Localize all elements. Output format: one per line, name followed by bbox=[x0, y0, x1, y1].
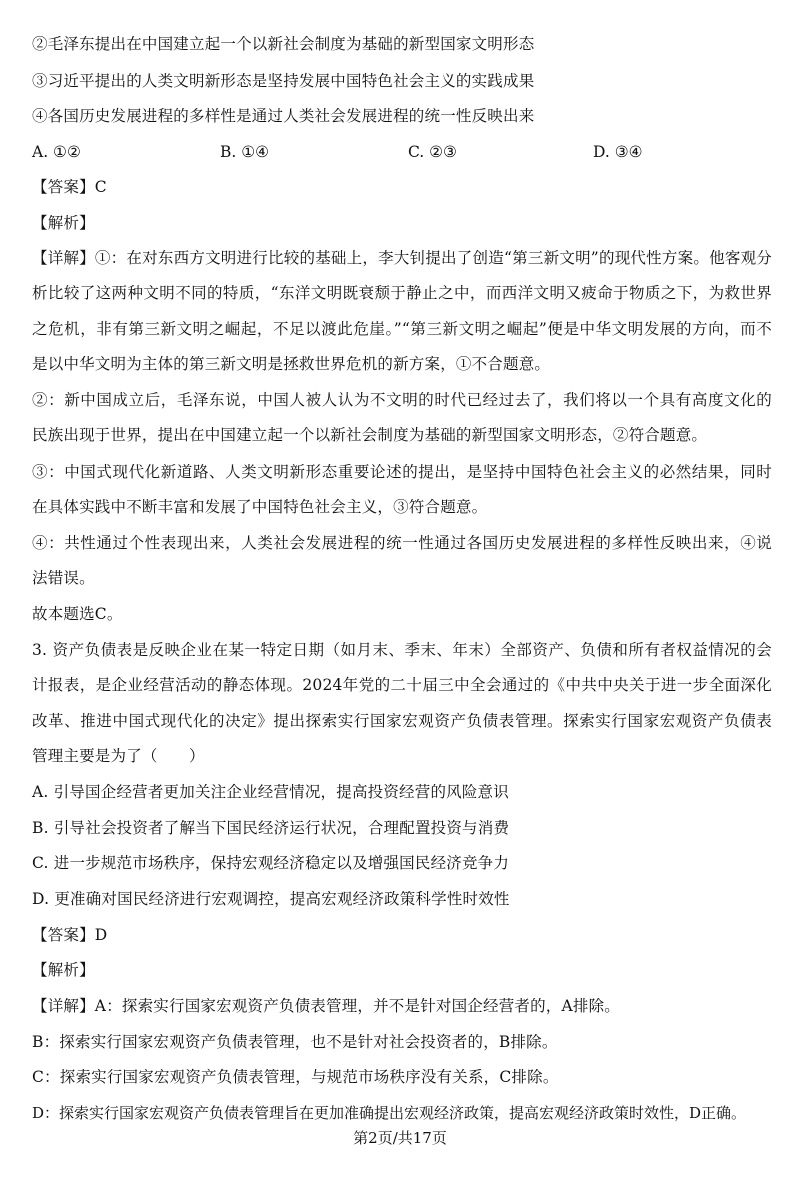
q2-analysis-heading: 【解析】 bbox=[32, 214, 95, 232]
q2-detail-3-line-2: 在具体实践中不断丰富和发展了中国特色社会主义，③符合题意。 bbox=[32, 498, 488, 516]
q3-stem-line-4: 管理主要是为了（ ） bbox=[32, 747, 205, 765]
q2-answer: 【答案】C bbox=[32, 178, 107, 196]
q2-detail-line-3: 之危机，非有第三新文明之崛起，不足以渡此危崖。”“第三新文明之崛起”便是中华文明发展的方向，而不 bbox=[32, 320, 772, 338]
q2-detail-2-line-2: 民族出现于世界，提出在中国建立起一个以新社会制度为基础的新型国家文明形态，②符合题意。 bbox=[32, 426, 708, 444]
q2-option-a: A. ①② bbox=[32, 143, 81, 161]
q2-statement-4: ④各国历史发展进程的多样性是通过人类社会发展进程的统一性反映出来 bbox=[32, 107, 535, 125]
q2-option-c: C. ②③ bbox=[408, 143, 457, 161]
page-footer: 第2页/共17页 bbox=[353, 1129, 447, 1147]
q2-option-d: D. ③④ bbox=[593, 143, 643, 161]
q2-detail-line-1: 【详解】①：在对东西方文明进行比较的基础上，李大钊提出了创造“第三新文明”的现代性方案。他客观分 bbox=[32, 249, 772, 267]
q3-detail-b: B：探索实行国家宏观资产负债表管理，也不是针对社会投资者的，B排除。 bbox=[32, 1033, 558, 1051]
q3-stem-line-3: 改革、推进中国式现代化的决定》提出探索实行国家宏观资产负债表管理。探索实行国家宏观资产负债表 bbox=[32, 712, 772, 730]
q2-detail-4-line-2: 法错误。 bbox=[32, 569, 95, 587]
q3-option-d: D. 更准确对国民经济进行宏观调控，提高宏观经济政策科学性时效性 bbox=[32, 890, 510, 908]
q2-conclusion: 故本题选C。 bbox=[32, 605, 123, 623]
q2-options bbox=[32, 141, 772, 163]
q3-stem-line-1: 3. 资产负债表是反映企业在某一特定日期（如月末、季末、年末）全部资产、负债和所有者权益情况的会 bbox=[32, 641, 772, 659]
q2-detail-line-2: 析比较了这两种文明不同的特质，“东洋文明既衰颓于静止之中，而西洋文明又疲命于物质之下，为救世界 bbox=[32, 284, 772, 302]
q3-option-b: B. 引导社会投资者了解当下国民经济运行状况，合理配置投资与消费 bbox=[32, 819, 510, 837]
q2-statement-2: ②毛泽东提出在中国建立起一个以新社会制度为基础的新型国家文明形态 bbox=[32, 35, 535, 53]
q2-detail-line-4: 是以中华文明为主体的第三新文明是拯救世界危机的新方案，①不合题意。 bbox=[32, 355, 551, 373]
q3-option-c: C. 进一步规范市场秩序，保持宏观经济稳定以及增强国民经济竞争力 bbox=[32, 854, 510, 872]
q2-option-b: B. ①④ bbox=[220, 143, 270, 161]
q3-answer: 【答案】D bbox=[32, 926, 108, 944]
q3-detail-a: 【详解】A：探索实行国家宏观资产负债表管理，并不是针对国企经营者的，A排除。 bbox=[32, 997, 620, 1015]
q3-stem-line-2: 计报表，是企业经营活动的静态体现。2024年党的二十届三中全会通过的《中共中央关于进一步全面深化 bbox=[32, 676, 772, 694]
q2-detail-4-line-1: ④：共性通过个性表现出来，人类社会发展进程的统一性通过各国历史发展进程的多样性反映出来，④说 bbox=[32, 534, 772, 552]
q3-detail-d: D：探索实行国家宏观资产负债表管理旨在更加准确提出宏观经济政策，提高宏观经济政策时效性，D正确。 bbox=[32, 1104, 747, 1122]
q2-statement-3: ③习近平提出的人类文明新形态是坚持发展中国特色社会主义的实践成果 bbox=[32, 72, 535, 90]
q3-option-a: A. 引导国企经营者更加关注企业经营情况，提高投资经营的风险意识 bbox=[32, 783, 509, 801]
q3-analysis-heading: 【解析】 bbox=[32, 961, 95, 979]
q2-detail-2-line-1: ②：新中国成立后，毛泽东说，中国人被人认为不文明的时代已经过去了，我们将以一个具有高度文化的 bbox=[32, 391, 772, 409]
q2-detail-3-line-1: ③：中国式现代化新道路、人类文明新形态重要论述的提出，是坚持中国特色社会主义的必然结果，同时 bbox=[32, 463, 772, 481]
q3-detail-c: C：探索实行国家宏观资产负债表管理，与规范市场秩序没有关系，C排除。 bbox=[32, 1068, 559, 1086]
